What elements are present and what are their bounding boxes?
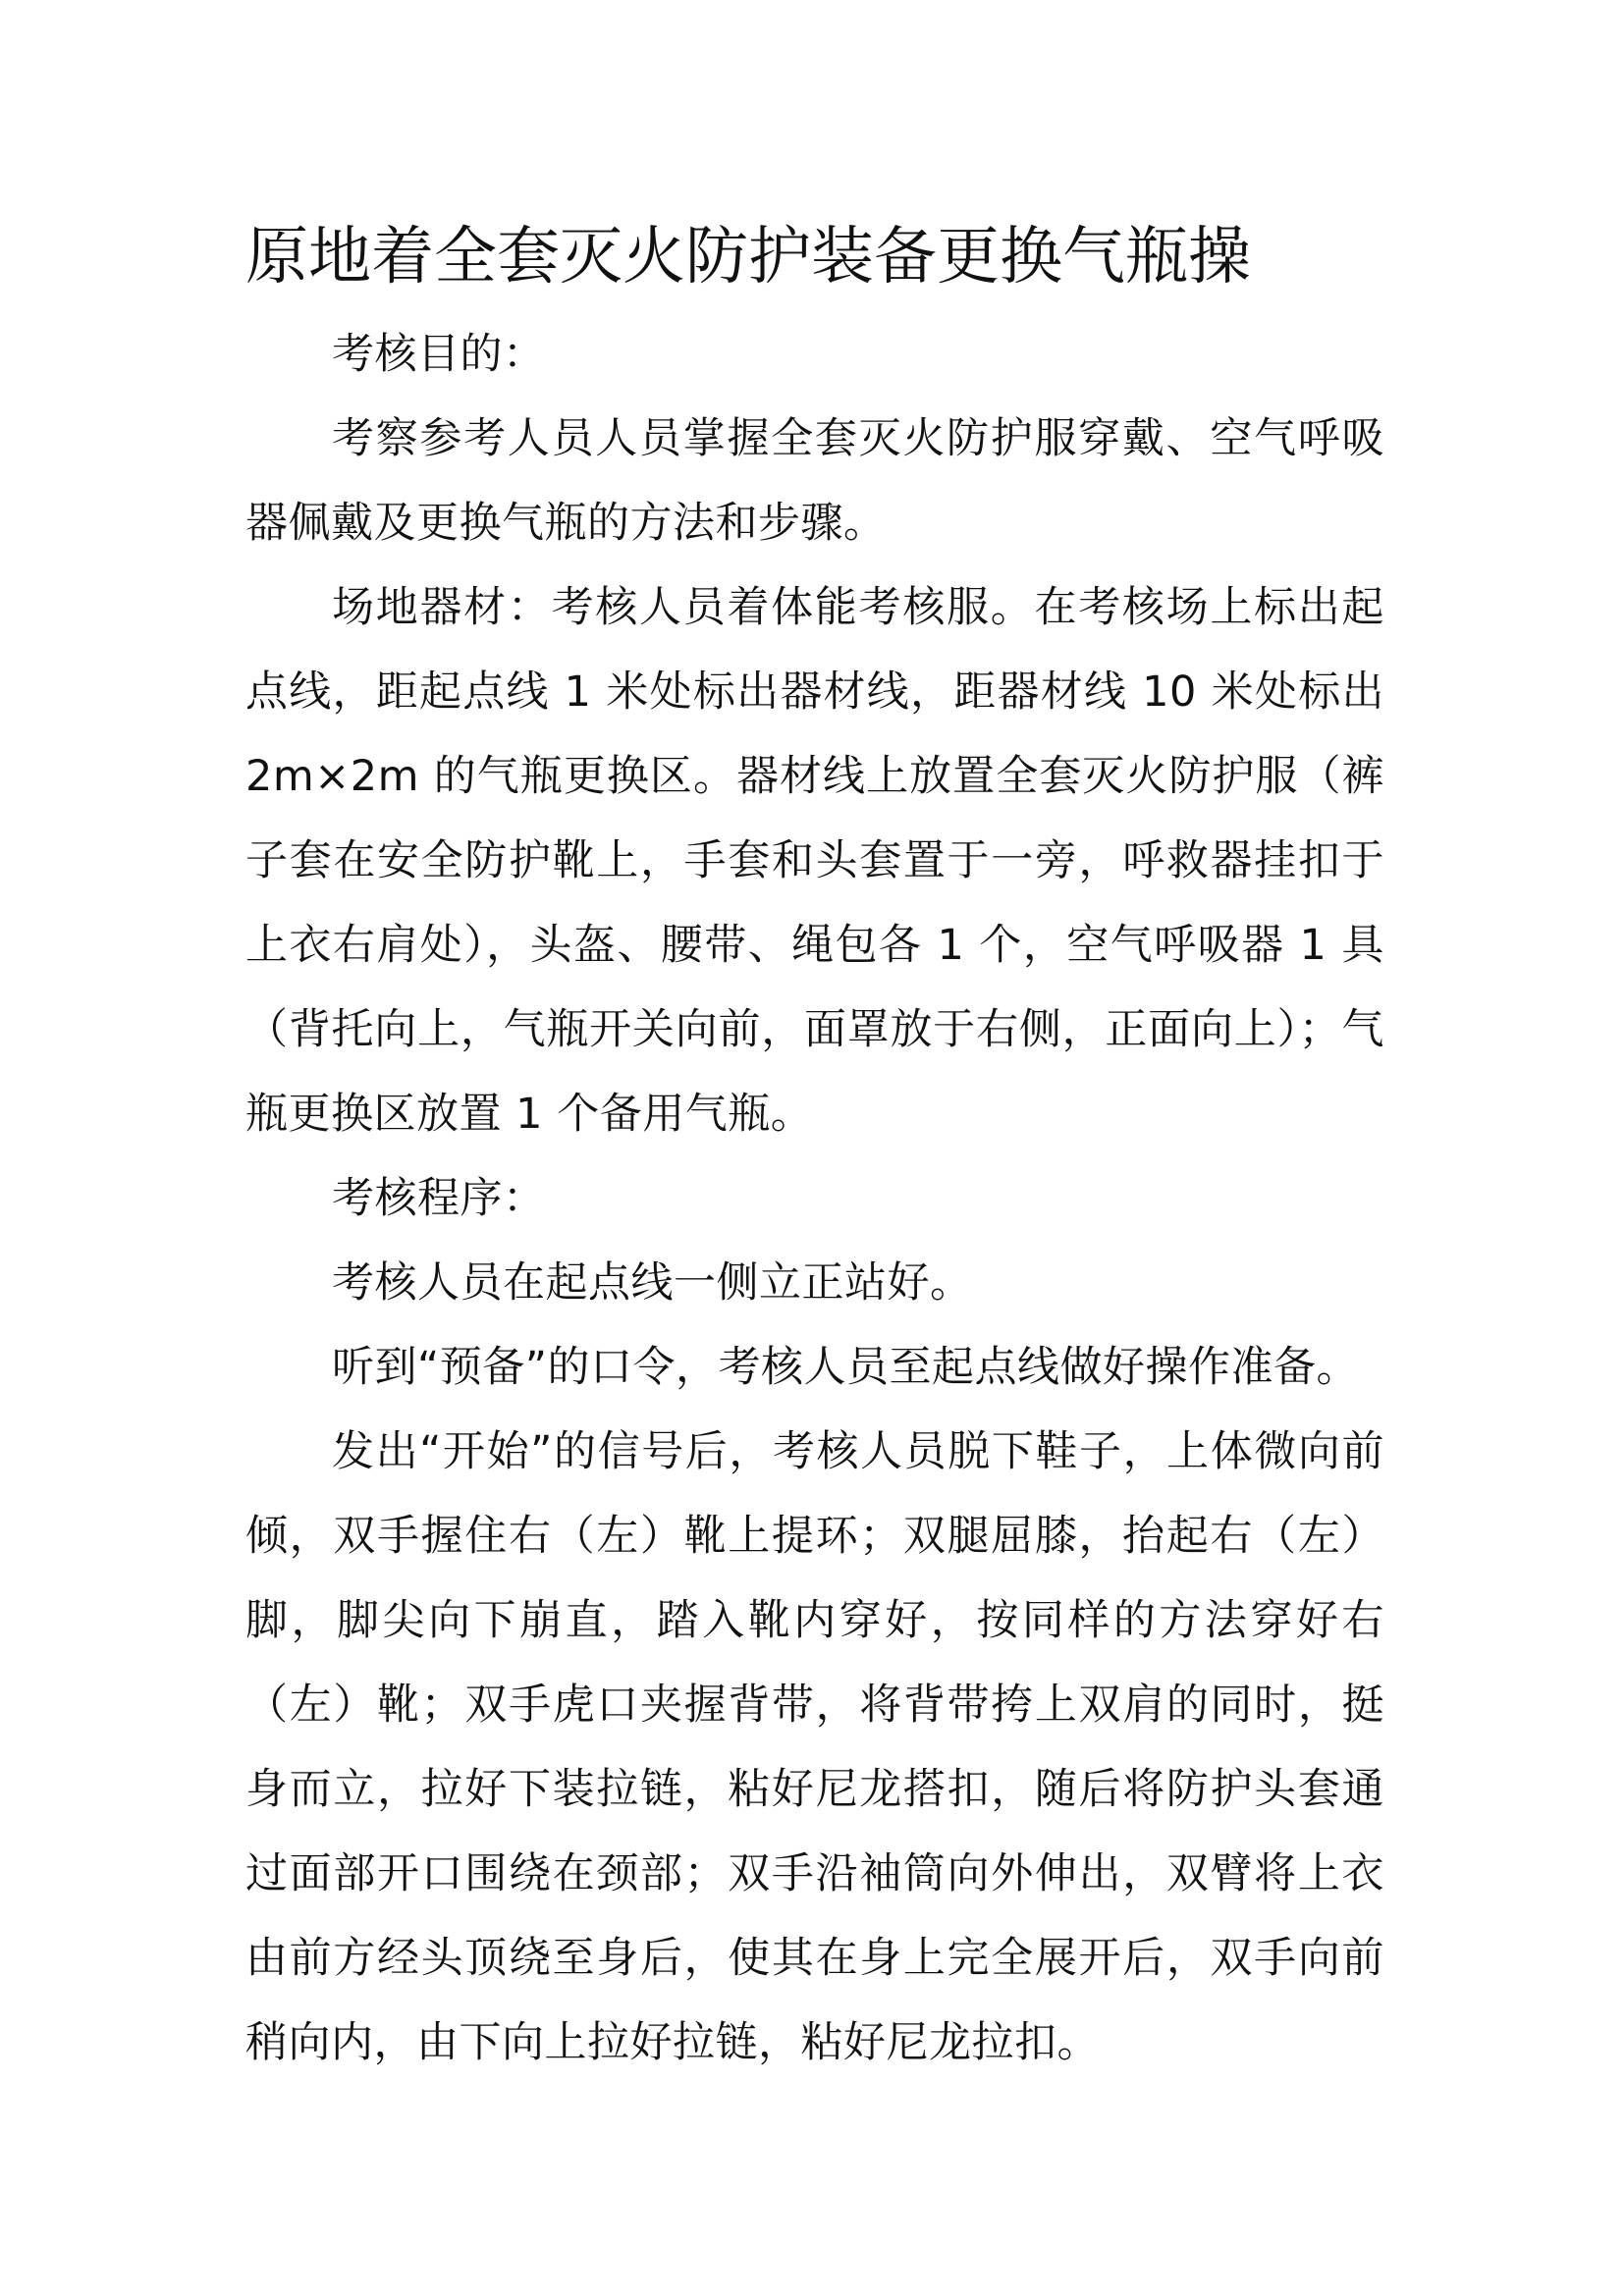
document-body <box>245 312 1384 2085</box>
section-heading-procedure: 考核程序： <box>332 1174 546 1223</box>
paragraph-purpose: 考察参考人员人员掌握全套灭火防护服穿戴、空气呼吸器佩戴及更换气瓶的方法和步骤。 <box>245 414 1384 548</box>
paragraph-step-3: 发出“开始”的信号后，考核人员脱下鞋子，上体微向前倾，双手握住右（左）靴上提环；双腿屈膝，抬起右（左）脚，脚尖向下崩直，踏入靴内穿好，按同样的方法穿好右（左）靴；双手虎口夹握背带，将背带挎上双肩的同时，挺身而立，拉好下装拉链，粘好尼龙搭扣，随后将防护头套通过面部开口围绕在颈部；双手沿袖筒向外伸出，双臂将上衣由前方经头顶绕至身后，使其在身上完全展开后，双手向前稍向内，由下向上拉好拉链，粘好尼龙拉扣。 <box>245 1427 1384 2067</box>
paragraph-step-1: 考核人员在起点线一侧立正站好。 <box>332 1258 973 1308</box>
document-title: 原地着全套灭火防护装备更换气瓶操 <box>245 221 1251 294</box>
section-heading-purpose: 考核目的： <box>332 330 546 379</box>
paragraph-step-2: 听到“预备”的口令，考核人员至起点线做好操作准备。 <box>332 1343 1360 1392</box>
paragraph-equipment: 场地器材：考核人员着体能考核服。在考核场上标出起点线，距起点线 1 米处标出器材线，距器材线 10 米处标出 2m×2m 的气瓶更换区。器材线上放置全套灭火防护服（裤子套在安全防护靴上，手套和头套置于一旁，呼救器挂扣于上衣右肩处），头盔、腰带、绳包各 1 个，空气呼吸器 1 具（背托向上，气瓶开关向前，面罩放于右侧，正面向上）；气瓶更换区放置 1 个备用气瓶。 <box>245 583 1384 1139</box>
